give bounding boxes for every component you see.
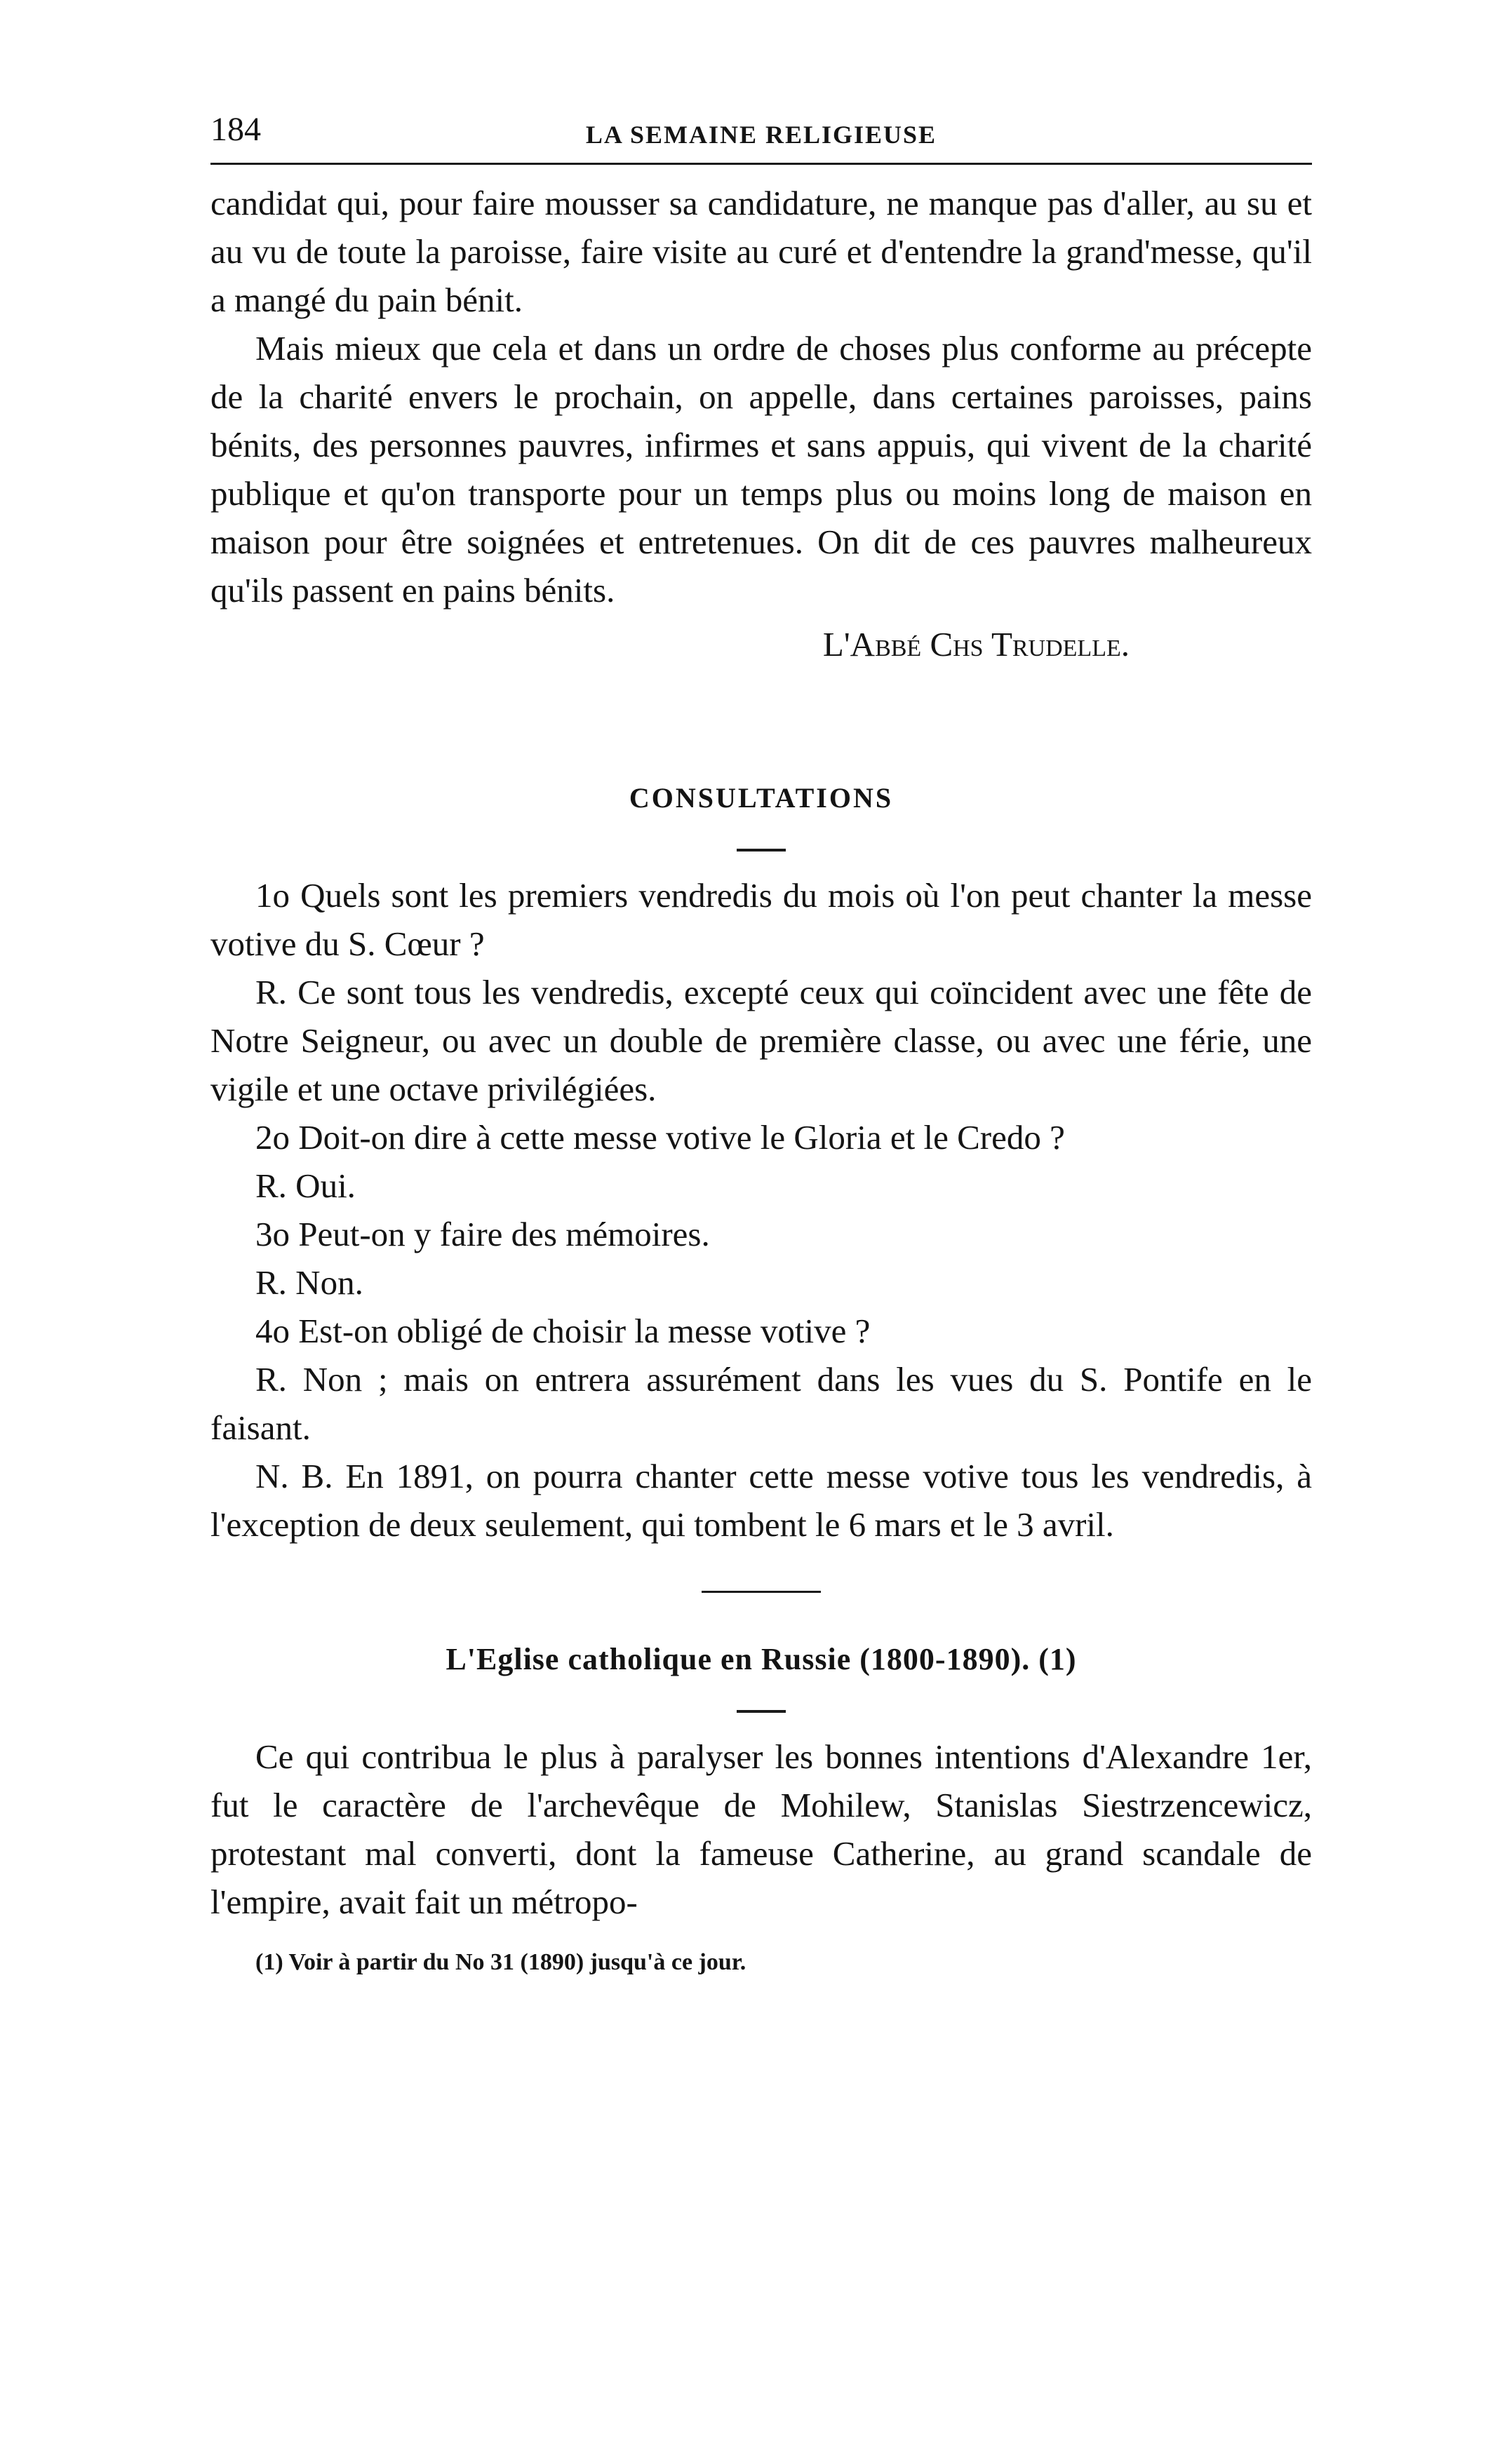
article-title-russie: L'Eglise catholique en Russie (1800-1890). (1) — [446, 1642, 1077, 1676]
paragraph: Ce qui contribua le plus à paralyser les bonnes intentions d'Alexandre 1er, fut le caractère de l'archevêque de Mohilew, Stanislas Siestrzencewicz, protestant mal converti, dont la fameuse Catherine, au grand scandale de l'empire, avait fait un métropo- — [210, 1737, 1312, 1921]
page-header — [210, 105, 1312, 165]
consultation-item: R. Non ; mais on entrera assurément dans les vues du S. Pontife en le faisant. — [210, 1360, 1312, 1447]
signature: L'Abbé Chs Trudelle. — [822, 625, 1130, 664]
footnote: (1) Voir à partir du No 31 (1890) jusqu'à ce jour. — [255, 1949, 746, 1975]
consultation-item: R. Oui. — [255, 1166, 356, 1205]
title-dash — [737, 849, 786, 851]
consultation-item: 3o Peut-on y faire des mémoires. — [255, 1215, 710, 1253]
consultation-item: R. Ce sont tous les vendredis, excepté ceux qui coïncident avec une fête de Notre Seigneur, ou avec un double de première classe, ou avec une férie, une vigile et une octave privilégiées. — [210, 973, 1312, 1108]
page-number: 184 — [210, 111, 261, 148]
paragraph: candidat qui, pour faire mousser sa candidature, ne manque pas d'aller, au su et au vu de toute la paroisse, faire visite au curé et d'entendre la grand'messe, qu'il a mangé du pain bénit. — [210, 184, 1312, 319]
consultations-list — [210, 871, 1312, 1549]
section-title-consultations: CONSULTATIONS — [629, 782, 894, 814]
title-dash — [737, 1710, 786, 1713]
consultation-item: 4o Est-on obligé de choisir la messe votive ? — [255, 1312, 871, 1350]
article-pains-benits — [210, 179, 1312, 668]
page — [210, 105, 1312, 1979]
section-separator — [702, 1591, 821, 1593]
consultation-item: R. Non. — [255, 1263, 363, 1302]
running-head: LA SEMAINE RELIGIEUSE — [585, 121, 937, 149]
paragraph: Mais mieux que cela et dans un ordre de choses plus conforme au précepte de la charité envers le prochain, on appelle, dans certaines paroisses, pains bénits, des personnes pauvres, infirmes et sans appuis, qui vivent de la charité publique et qu'on transporte pour un temps plus ou moins long de maison en maison pour être soignées et entretenues. On dit de ces pauvres malheureux qu'ils passent en pains bénits. — [210, 329, 1312, 610]
consultation-item: 2o Doit-on dire à cette messe votive le Gloria et le Credo ? — [255, 1118, 1065, 1157]
consultation-item: N. B. En 1891, on pourra chanter cette messe votive tous les vendredis, à l'exception de deux seulement, qui tombent le 6 mars et le 3 avril. — [210, 1457, 1312, 1544]
consultation-item: 1o Quels sont les premiers vendredis du mois où l'on peut chanter la messe votive du S. Cœur ? — [210, 876, 1312, 963]
